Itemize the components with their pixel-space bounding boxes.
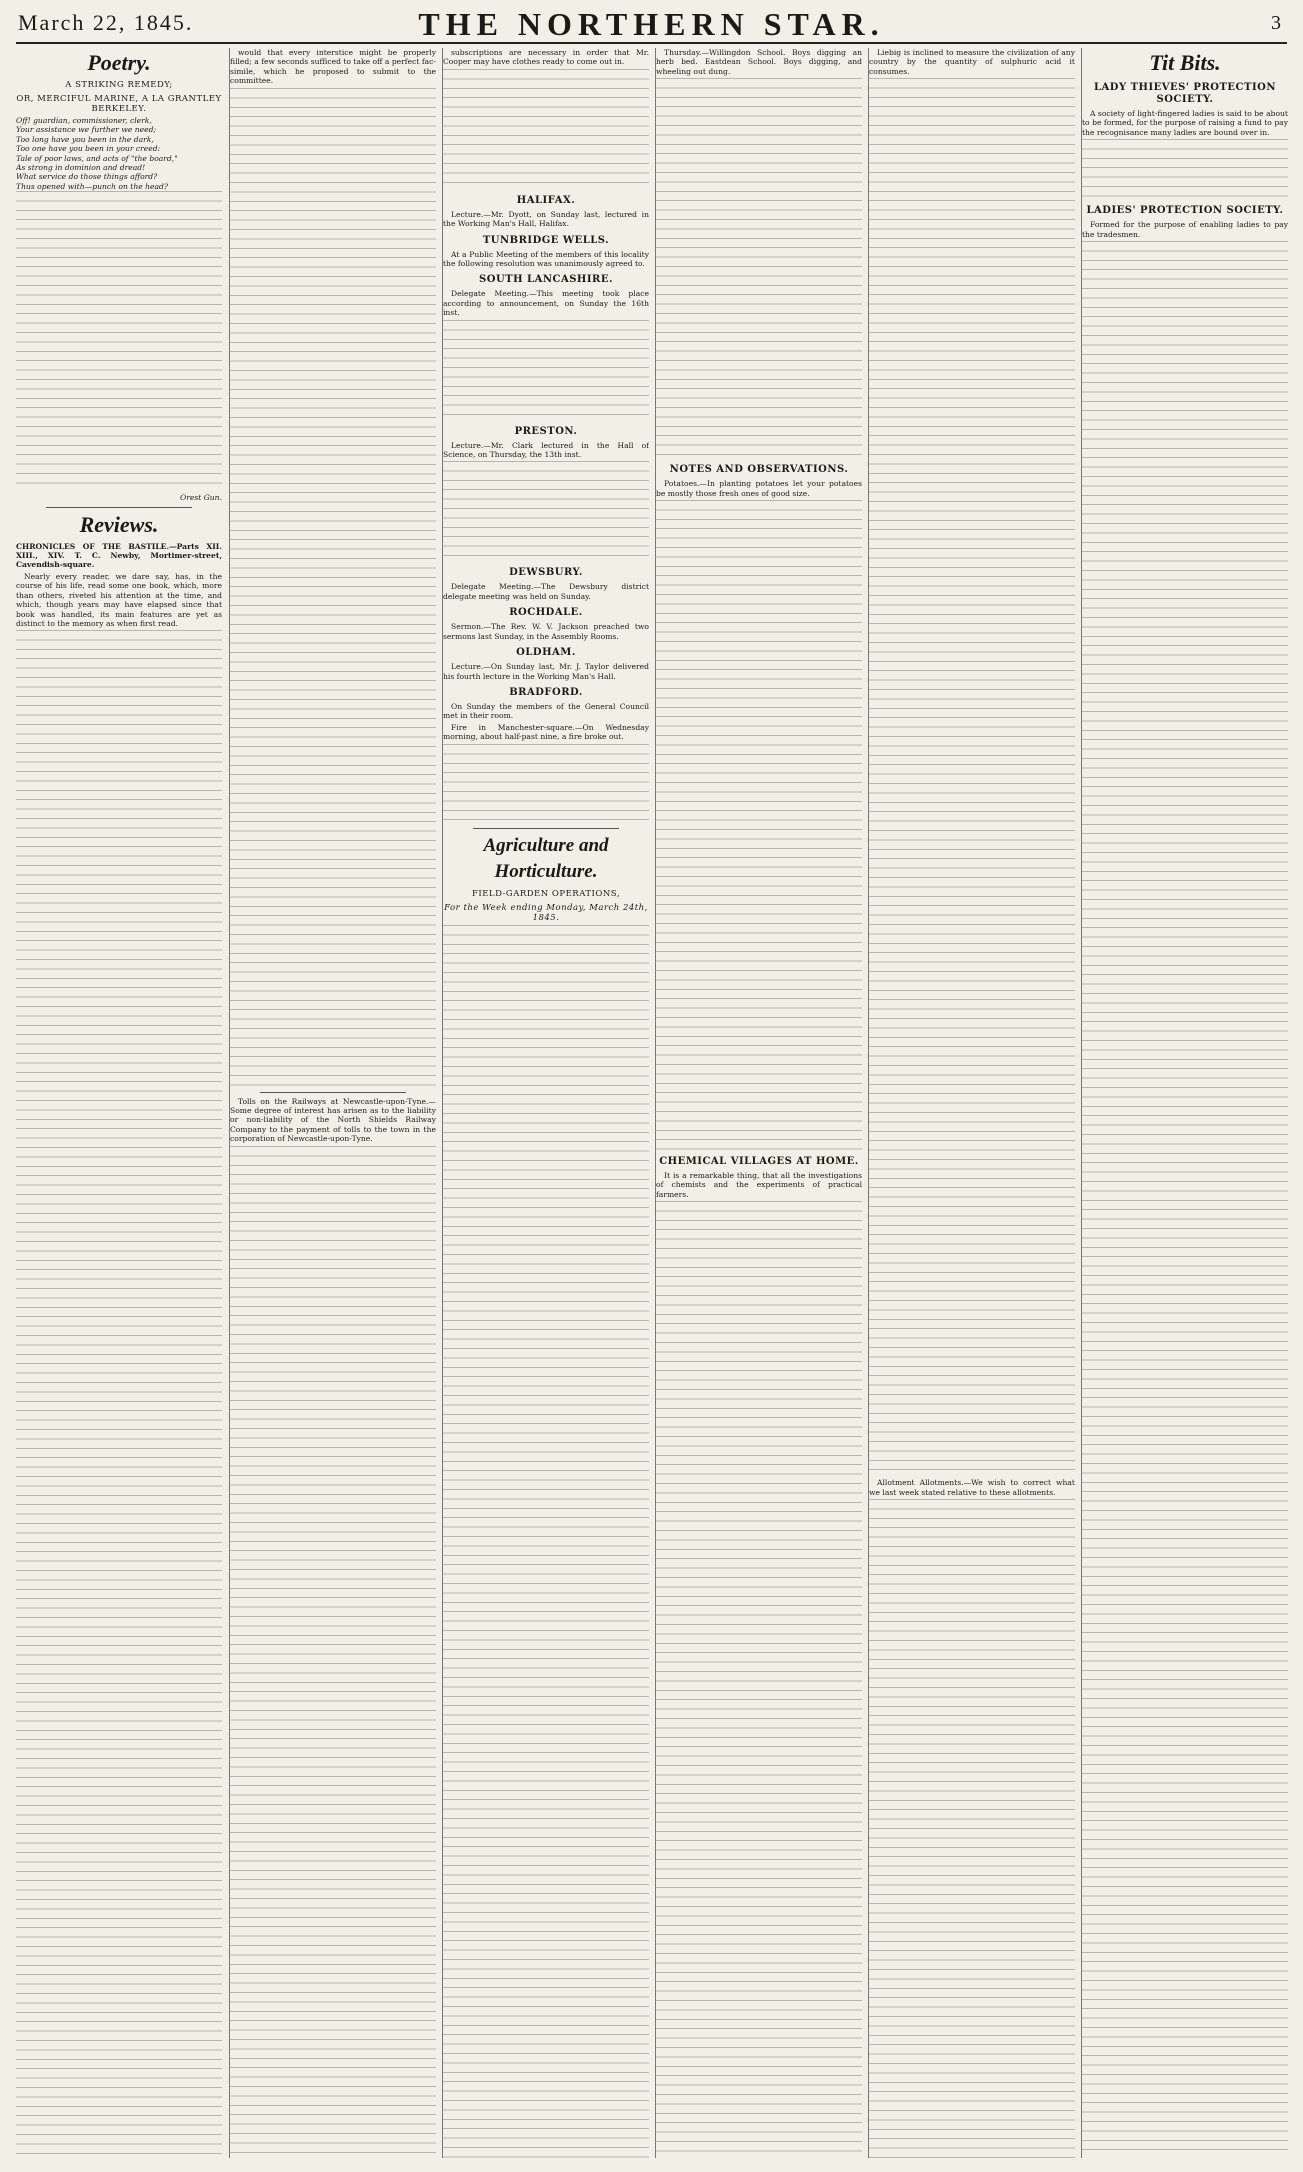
allotments-article: Allotment Allotments.—We wish to correct what we last week stated relative to these allotments. bbox=[869, 1478, 1075, 1497]
section-text: Delegate Meeting.—The Dewsbury district delegate meeting was held on Sunday. bbox=[443, 582, 649, 601]
column-3 bbox=[442, 48, 649, 2158]
column-text-lines bbox=[1082, 241, 1288, 2158]
section-heading: ROCHDALE. bbox=[509, 607, 583, 619]
column-text-lines bbox=[656, 78, 862, 458]
column-text-lines bbox=[1082, 139, 1288, 199]
poetry-heading: Poetry. bbox=[87, 50, 151, 75]
newspaper-title: THE NORTHERN STAR. bbox=[418, 6, 885, 42]
column-text-lines bbox=[443, 69, 649, 189]
tit-bits-heading: Tit Bits. bbox=[1149, 50, 1221, 75]
page-number: 3 bbox=[1271, 12, 1281, 34]
section-heading: HALIFAX. bbox=[516, 194, 576, 206]
agriculture-heading: Agriculture and Horticulture. bbox=[483, 834, 609, 882]
column-text-lines bbox=[230, 1146, 436, 2158]
section-text: Potatoes.—In planting potatoes let your potatoes be mostly those fresh ones of good size. bbox=[656, 479, 862, 498]
divider bbox=[473, 828, 619, 829]
review-continued-text bbox=[16, 630, 222, 2158]
poem-line: Too long have you been in the dark, bbox=[16, 134, 154, 144]
column-text-lines bbox=[869, 78, 1075, 1478]
poem-line: As strong in dominion and dread! bbox=[16, 163, 146, 173]
column-1 bbox=[16, 48, 222, 2158]
column-text-lines bbox=[443, 925, 649, 2158]
section-text: Lecture.—Mr. Clark lectured in the Hall of Science, on Thursday, the 13th inst. bbox=[443, 440, 649, 460]
section-text: Sermon.—The Rev. W. V. Jackson preached two sermons last Sunday, in the Assembly Rooms. bbox=[443, 622, 649, 641]
poem-title: A STRIKING REMEDY; bbox=[65, 80, 173, 90]
item-text: Formed for the purpose of enabling ladies to pay the tradesmen. bbox=[1082, 220, 1288, 239]
column-text-lines bbox=[869, 1499, 1075, 2158]
section-heading: PRESTON. bbox=[514, 425, 578, 437]
poem-line: Thus opened with—punch on the head? bbox=[16, 181, 168, 191]
section-text: At a Public Meeting of the members of this locality the following resolution was unanimously agreed to. bbox=[443, 249, 649, 269]
poem-signature: Orest Gun. bbox=[180, 493, 222, 503]
divider bbox=[46, 507, 192, 508]
section-text: Lecture.—Mr. Dyott, on Sunday last, lectured in the Working Man's Hall, Halifax. bbox=[443, 209, 649, 229]
column-lead-text: Thursday.—Willingdon School. Boys digging an herb bed. Eastdean School. Boys digging, and wheeling out dung. bbox=[656, 48, 862, 76]
section-text: Lecture.—On Sunday last, Mr. J. Taylor delivered his fourth lecture in the Working Man's Hall. bbox=[443, 662, 649, 681]
column-text-lines bbox=[656, 1201, 862, 2158]
column-2 bbox=[229, 48, 436, 2158]
column-text-lines bbox=[656, 500, 862, 1150]
column-text-lines bbox=[443, 744, 649, 824]
railway-tolls-article: Tolls on the Railways at Newcastle-upon-Tyne.—Some degree of interest has arisen as to the liability or non-liability of the North Shields Railway Company to the payment of tolls to the town in the corporation of Newcastle-upon-Tyne. bbox=[230, 1096, 436, 1144]
poem-line: Too one have you been in your creed: bbox=[16, 144, 161, 154]
section-heading: SOUTH LANCASHIRE. bbox=[479, 274, 613, 286]
column-5 bbox=[868, 48, 1075, 2158]
divider bbox=[260, 1092, 406, 1093]
section-heading: TUNBRIDGE WELLS. bbox=[482, 234, 610, 246]
item-heading: LADIES' PROTECTION SOCIETY. bbox=[1086, 205, 1284, 217]
agriculture-dateline: For the Week ending Monday, March 24th, 1845. bbox=[444, 902, 648, 923]
agriculture-subheading: FIELD-GARDEN OPERATIONS, bbox=[471, 888, 621, 899]
column-lead-text: Liebig is inclined to measure the civilization of any country by the quantity of sulphuric acid it consumes. bbox=[869, 48, 1075, 76]
review-title: CHRONICLES OF THE BASTILE.—Parts XII. XIII., XIV. T. C. Newby, Mortimer-street, Cavendish-square. bbox=[16, 541, 222, 570]
section-heading: NOTES AND OBSERVATIONS. bbox=[669, 464, 849, 476]
poem-line: Tale of poor laws, and acts of "the board," bbox=[16, 153, 178, 163]
masthead bbox=[16, 6, 1287, 44]
column-text-lines bbox=[443, 320, 649, 420]
column-4 bbox=[655, 48, 862, 2158]
poem-line: Off! guardian, commissioner, clerk, bbox=[16, 116, 152, 125]
poem-continued-lines bbox=[16, 191, 222, 491]
columns bbox=[16, 48, 1287, 2160]
poem-attribution: OR, MERCIFUL MARINE, A LA GRANTLEY BERKELEY. bbox=[16, 94, 222, 114]
section-text: Fire in Manchester-square.—On Wednesday morning, about half-past nine, a fire broke out. bbox=[443, 722, 649, 742]
section-text: On Sunday the members of the General Council met in their room. bbox=[443, 701, 649, 721]
section-heading: OLDHAM. bbox=[516, 647, 576, 659]
section-heading: CHEMICAL VILLAGES AT HOME. bbox=[659, 1156, 859, 1168]
column-text-lines bbox=[230, 88, 436, 1088]
column-6 bbox=[1081, 48, 1288, 2158]
item-heading: LADY THIEVES' PROTECTION SOCIETY. bbox=[1094, 82, 1276, 105]
poem bbox=[16, 116, 222, 191]
section-text: Delegate Meeting.—This meeting took place according to announcement, on Sunday the 16th inst. bbox=[443, 289, 649, 318]
column-lead-text: would that every interstice might be properly filled; a few seconds sufficed to take off a perfect fac-simile, which he proposed to submit to the committee. bbox=[230, 48, 436, 86]
poem-line: Your assistance we further we need; bbox=[16, 125, 157, 135]
review-text: Nearly every reader, we dare say, has, in the course of his life, read some one book, which, more than others, riveted his attention at the time, and which, though years may have elapsed since that book was handled, its main features are yet as distinct to the memory as when first read. bbox=[16, 571, 222, 628]
column-text-lines bbox=[443, 461, 649, 561]
section-heading: BRADFORD. bbox=[509, 686, 583, 698]
poem-line: What service do those things afford? bbox=[16, 172, 158, 182]
section-heading: DEWSBURY. bbox=[509, 567, 583, 579]
column-lead-text: subscriptions are necessary in order that Mr. Cooper may have clothes ready to come out in. bbox=[443, 48, 649, 67]
section-text: It is a remarkable thing, that all the investigations of chemists and the experiments of practical farmers. bbox=[656, 1171, 862, 1199]
issue-date: March 22, 1845. bbox=[18, 10, 194, 35]
item-text: A society of light-fingered ladies is said to be about to be formed, for the purpose of raising a fund to pay the recognisance many ladies are bound over in. bbox=[1082, 109, 1288, 137]
reviews-heading: Reviews. bbox=[79, 511, 159, 537]
